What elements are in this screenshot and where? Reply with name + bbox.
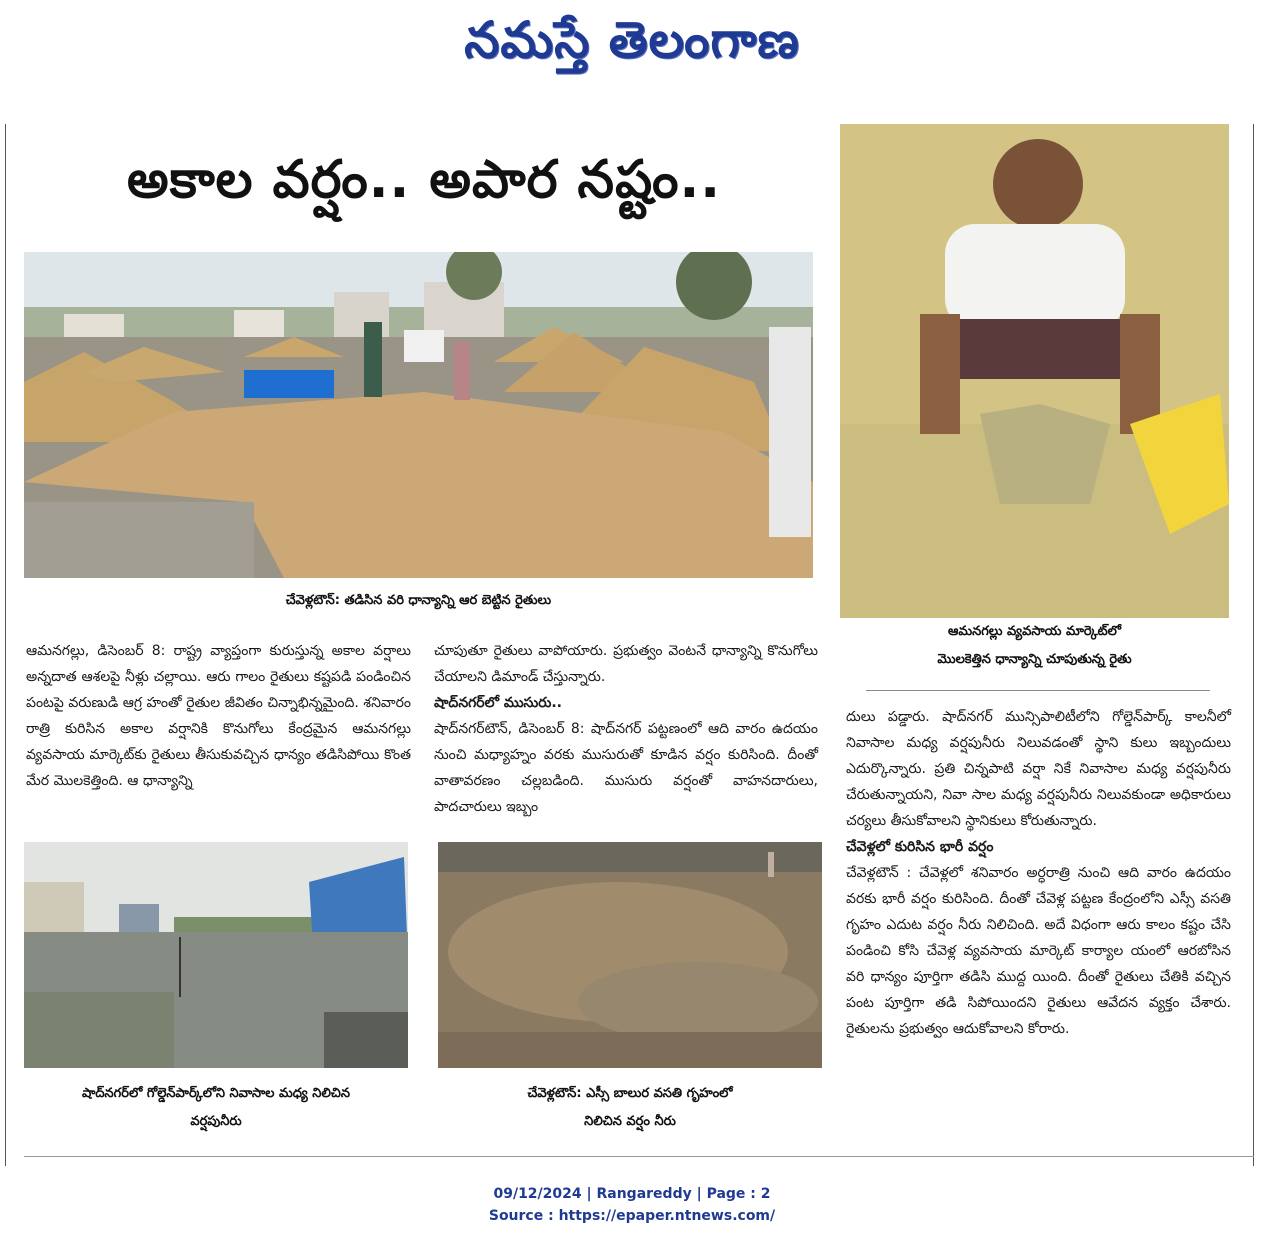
article-column-2-body: షాద్‌నగర్‌టౌన్, డిసెంబర్ 8: షాద్‌నగర్ పట్టణంలో ఆది వారం ఉదయం నుంచి మధ్యాహ్నం వరకు ముసురుతో కూడిన వర్షం కురిసింది. దీంతో వాతావరణం చల్లబడింది. ముసురు వర్షంతో వాహనదారులు, పాదచారులు ఇబ్బం <box>434 721 818 815</box>
page-border-right <box>1253 124 1254 1166</box>
paddy-drying-photo <box>24 252 813 578</box>
article-column-2 <box>434 638 818 820</box>
article-column-3-intro: దులు పడ్డారు. షాద్‌నగర్ మున్సిపాలిటీలోని గోల్డెన్‌పార్క్ కాలనీలో నివాసాల మధ్య వర్షపునీరు నిలువడంతో స్థాని కులు ఇబ్బందులు ఎదుర్కొన్నారు. ప్రతి చిన్నపాటి వర్షా నికే నివాసాల మధ్య వర్షపునీరు చేరుతున్నాయని, నివా సాల మధ్య వర్షపునీరు నిలువకుండా అధికారులు చర్యలు తీసుకోవాలని స్థానికులు కోరుతున్నారు. <box>846 709 1231 829</box>
page-footer <box>0 1183 1264 1227</box>
shadnagar-photo-caption-line-1: షాద్‌నగర్‌లో గోల్డెన్‌పార్క్‌లోని నివాసాల మధ్య నిలిచిన <box>81 1086 351 1101</box>
farmer-photo <box>840 124 1229 618</box>
chevella-photo-caption-line-2: నిలిచిన వర్షం నీరు <box>584 1114 676 1129</box>
article-column-3 <box>846 704 1231 1042</box>
shadnagar-flood-photo <box>24 842 408 1068</box>
main-photo-caption: చేవెళ్లటౌన్: తడిసిన వరి ధాన్యాన్ని ఆర బెట్టిన రైతులు <box>285 593 552 608</box>
page-border-left <box>5 124 6 1166</box>
chevella-subhead: చేవెళ్లలో కురిసిన భారీ వర్షం <box>846 839 994 855</box>
shadnagar-subhead: షాద్‌నగర్‌లో ముసురు.. <box>434 695 563 711</box>
footer-edition-info: 09/12/2024 | Rangareddy | Page : 2 <box>493 1186 771 1202</box>
footer-source-link[interactable]: Source : https://epaper.ntnews.com/ <box>488 1208 776 1224</box>
article-headline: అకాల వర్షం.. అపార నష్టం.. <box>126 150 722 210</box>
article-column-2-intro: చూపుతూ రైతులు వాపోయారు. ప్రభుత్వం వెంటనే ధాన్యాన్ని కొనుగోలు చేయాలని డిమాండ్ చేస్తున్నారు. <box>434 643 818 685</box>
farmer-photo-caption-line-2: మొలకెత్తిన ధాన్యాన్ని చూపుతున్న రైతు <box>937 652 1132 667</box>
newspaper-masthead-logo: నమస్తే తెలంగాణ <box>464 10 800 69</box>
article-column-1: ఆమనగల్లు, డిసెంబర్ 8: రాష్ట్ర వ్యాప్తంగా కురుస్తున్న అకాల వర్షాలు అన్నదాత ఆశలపై నీళ్లు చల్లాయి. ఆరు గాలం రైతులు కష్టపడి పండించిన పంటపై వరుణుడి ఆగ్ర హంతో రైతుల జీవితం చిన్నాభిన్నమైంది. శనివారం రాత్రి కురిసిన అకాల వర్షానికి కొనుగోలు కేంద్రమైన ఆమనగల్లు వ్యవసాయ మార్కెట్‌కు రైతులు తీసుకువచ్చిన ధాన్యం తడిసిపోయి కొంత మేర మొలకెత్తింది. ఆ ధాన్యాన్ని <box>26 643 411 789</box>
right-column-divider <box>866 690 1210 691</box>
article-column-3-body: చేవెళ్లటౌన్ : చేవెళ్లలో శనివారం అర్ధరాత్రి నుంచి ఆది వారం ఉదయం వరకు భారీ వర్షం కురిసింది. దీంతో చేవెళ్ల పట్టణ కేంద్రంలోని ఎస్సీ వసతి గృహం ఎదుట వర్షం నీరు నిలిచింది. అదే విధంగా ఆరు కాలం కష్టం చేసి పండించి కోసి చేవెళ్ల వ్యవసాయ మార్కెట్ కార్యాల యంలో ఆరబోసిన వరి ధాన్యం పూర్తిగా తడిసి ముద్ద యింది. దీంతో రైతులు చేతికి వచ్చిన పంట పూర్తిగా తడి సిపోయిందని రైతులు ఆవేదన వ్యక్తం చేశారు. రైతులను ప్రభుత్వం ఆదుకోవాలని కోరారు. <box>846 865 1231 1037</box>
chevella-photo-caption-line-1: చేవెళ్లటౌన్: ఎస్సీ బాలుర వసతి గృహంలో <box>527 1086 733 1101</box>
shadnagar-photo-caption-line-2: వర్షపునీరు <box>190 1114 242 1129</box>
farmer-photo-caption-line-1: ఆమనగల్లు వ్యవసాయ మార్కెట్‌లో <box>947 624 1122 639</box>
chevella-hostel-water-photo <box>438 842 822 1068</box>
page-border-bottom <box>24 1156 1254 1157</box>
